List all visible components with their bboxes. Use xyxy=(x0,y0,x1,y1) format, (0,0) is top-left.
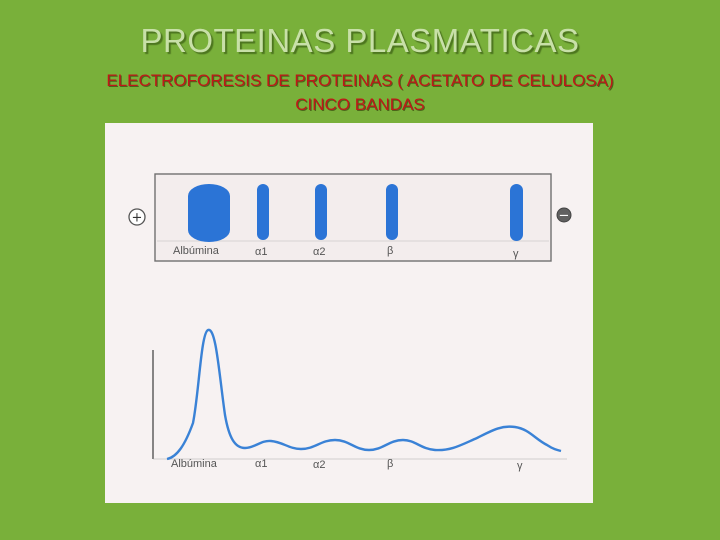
cathode-icon xyxy=(557,208,571,224)
peak-label-beta: β xyxy=(387,458,394,470)
peak-label-alpha2: α2 xyxy=(313,459,326,471)
slide-title: PROTEINAS PLASMATICAS xyxy=(140,22,580,59)
densitogram-curve xyxy=(167,330,561,459)
cathode-symbol: − xyxy=(558,208,570,224)
anode-symbol: + xyxy=(131,210,143,226)
anode-icon xyxy=(129,209,145,226)
slide-subtitle-line1: ELECTROFORESIS DE PROTEINAS ( ACETATO DE CELULOSA) xyxy=(106,71,614,90)
strip-label-albumin: Albúmina xyxy=(173,245,219,257)
band-beta xyxy=(386,184,398,240)
strip-label-beta: β xyxy=(387,245,394,257)
band-gamma xyxy=(510,184,523,241)
electrophoresis-diagram xyxy=(105,123,593,503)
peak-label-alpha1: α1 xyxy=(255,458,268,470)
band-albumin xyxy=(188,184,230,242)
strip-label-gamma: γ xyxy=(513,248,519,260)
slide-subtitle-line2: CINCO BANDAS xyxy=(295,95,425,114)
peak-label-gamma: γ xyxy=(517,460,523,472)
electrophoresis-figure xyxy=(105,123,593,503)
strip-label-alpha1: α1 xyxy=(255,246,268,258)
strip-label-alpha2: α2 xyxy=(313,246,326,258)
band-alpha2 xyxy=(315,184,327,240)
peak-label-albumin: Albúmina xyxy=(171,458,217,470)
band-alpha1 xyxy=(257,184,269,240)
